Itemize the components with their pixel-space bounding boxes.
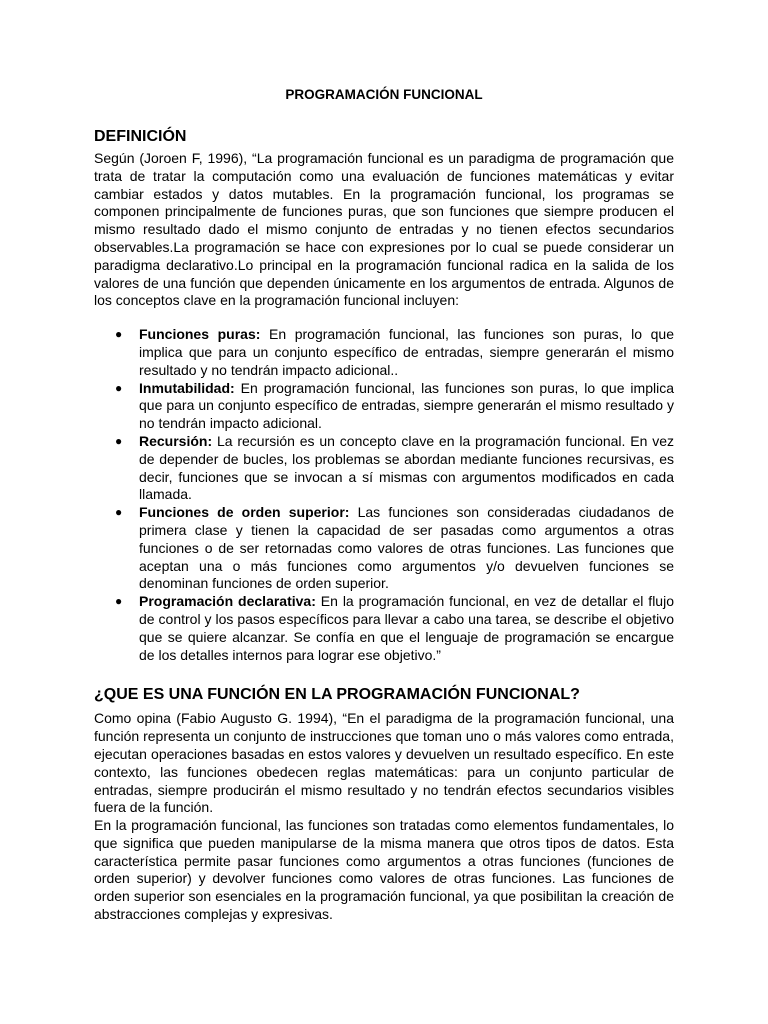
concept-term: Funciones puras: — [139, 326, 261, 343]
concept-text: En programación funcional, las funciones son puras, lo que implica que para un conjunto específico de entradas, siempre generarán el mismo resultado y no tendrán impacto adicional. — [139, 379, 674, 432]
bullet-icon: ● — [115, 505, 123, 520]
concept-text: En programación funcional, las funciones son puras, lo que implica que para un conjunto específico de entradas, siempre generarán el mismo resultado y no tendrán impacto adicional.. — [139, 326, 674, 378]
bullet-icon: ● — [115, 327, 123, 342]
section-definicion — [94, 127, 674, 664]
list-item — [115, 326, 674, 379]
list-item — [115, 504, 674, 593]
bullet-icon: ● — [115, 433, 123, 448]
function-paragraph-2: En la programación funcional, las funciones son tratadas como elementos fundamentales, lo que significa que pueden manipularse de la misma manera que otros tipos de datos. Esta característica permite pasar funciones como argumentos a otras funciones (funciones de orden superior) y devolver funciones como valores de otras funciones. Las funciones de orden superior son esenciales en la programación funcional, ya que posibilitan la creación de abstracciones complejas y expresivas. — [94, 817, 674, 923]
definition-paragraph: Según (Joroen F, 1996), “La programación funcional es un paradigma de programación que trata de tratar la computación como una evaluación de funciones matemáticas y evitar cambiar estados y datos mutables. En la programación funcional, los programas se componen principalmente de funciones puras, que son funciones que siempre producen el mismo resultado dado el mismo conjunto de entradas y no tienen efectos secundarios observables.La programación se hace con expresiones por lo cual se puede considerar un paradigma declarativo.Lo principal en la programación funcional radica en la salida de los valores de una función que dependen únicamente en los argumentos de entrada. Algunos de los conceptos clave en la programación funcional incluyen: — [94, 150, 674, 309]
function-paragraph-1: Como opina (Fabio Augusto G. 1994), “En el paradigma de la programación funcional, una función representa un conjunto de instrucciones que toman uno o más valores como entrada, ejecutan operaciones basadas en estos valores y devuelven un resultado específico. En este contexto, las funciones obedecen reglas matemáticas: para un conjunto particular de entradas, siempre producirán el mismo resultado y no tendrán efectos secundarios visibles fuera de la función. — [94, 710, 674, 816]
bullet-icon: ● — [115, 380, 123, 395]
bullet-icon: ● — [115, 594, 123, 609]
list-item — [115, 379, 674, 433]
list-item — [115, 432, 674, 504]
concept-term: Programación declarativa: — [139, 593, 316, 610]
concept-text: En la programación funcional, en vez de detallar el flujo de control y los pasos específicos para llevar a cabo una tarea, se describe el objetivo que se quiere alcanzar. Se confía en que el lenguaje de programación se encargue de los detalles internos para lograr ese objetivo.” — [139, 593, 674, 663]
concept-term: Inmutabilidad: — [139, 379, 235, 396]
key-concepts-list — [94, 326, 674, 664]
concept-term: Recursión: — [139, 432, 213, 449]
concept-text: La recursión es un concepto clave en la programación funcional. En vez de depender de bucles, los problemas se abordan mediante funciones recursivas, es decir, funciones que se invocan a sí mismas con argumentos modificados en cada llamada. — [139, 432, 674, 503]
concept-text: Las funciones son consideradas ciudadanos de primera clase y tienen la capacidad de ser pasadas como argumentos a otras funciones o de ser retornadas como valores de otras funciones. Las funciones que aceptan una o más funciones como argumentos y/o devuelven funciones se denominan funciones de orden superior. — [139, 504, 674, 592]
section-que-es-funcion — [94, 685, 674, 924]
section-heading-que-es-funcion: ¿QUE ES UNA FUNCIÓN EN LA PROGRAMACIÓN FUNCIONAL? — [94, 686, 580, 704]
list-item — [115, 593, 674, 664]
document-title: PROGRAMACIÓN FUNCIONAL — [285, 87, 483, 102]
section-heading-definicion: DEFINICIÓN — [94, 128, 187, 145]
concept-term: Funciones de orden superior: — [139, 504, 350, 521]
